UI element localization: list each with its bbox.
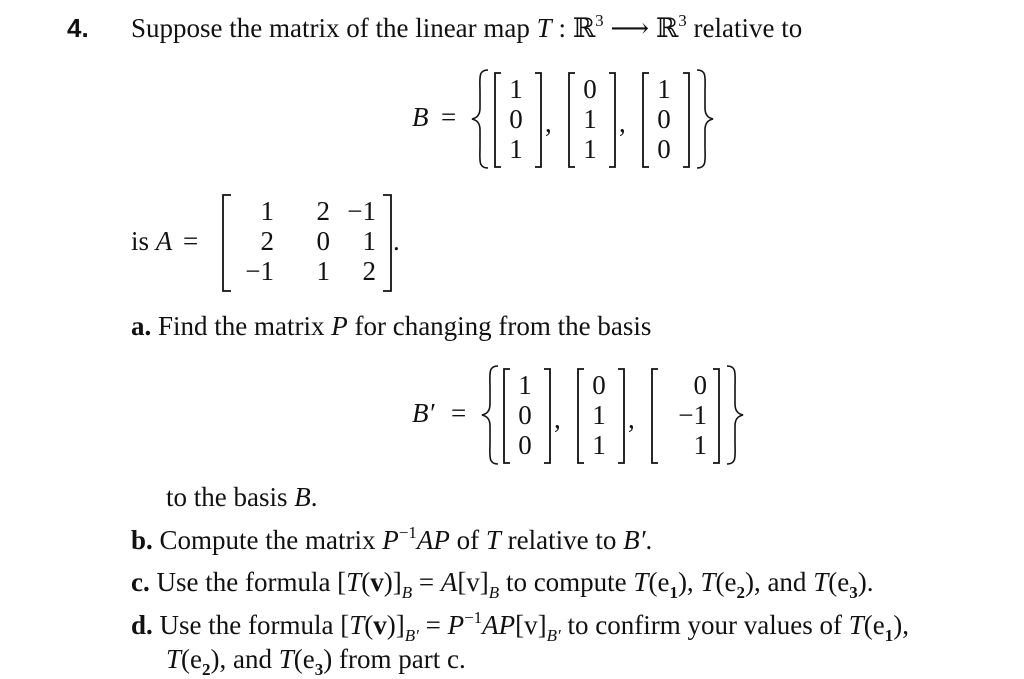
part-c-e2: (e [715,567,737,597]
matrix-entry: 0 [316,226,330,256]
part-a-tail [166,481,318,513]
vector-entry: 1 [592,400,606,430]
vector-entry: 0 [657,104,671,134]
part-c-letter: c. [131,567,150,597]
part-a-tail-period: . [310,482,318,512]
part-b-T: T [485,525,501,555]
left-brace-icon [480,364,502,466]
vector-entry: 0 [583,74,597,104]
vector-entry: 1 [518,370,532,400]
part-d-end: ) from part c. [323,644,466,674]
basis-b-label: B [412,102,429,132]
part-d-T2: T [166,644,182,674]
left-bracket-icon [651,368,659,464]
matrix-a-prefix [131,226,172,257]
vector-entry: 0 [657,134,671,164]
part-c-A: A [440,567,458,597]
basis-bprime-label: B′ [412,398,435,428]
matrix-entry: 1 [362,226,376,256]
vector-entry: 1 [583,134,597,164]
vector-entry: 1 [657,74,671,104]
part-c-Te3: T [813,567,829,597]
part-b-text3: relative to [500,525,624,555]
part-d-e3sub: 3 [314,660,324,679]
part-c-e1close: ), [677,567,701,597]
part-d-P: P [447,610,465,640]
right-brace-icon [693,68,715,170]
part-d-letter: d. [131,610,153,640]
part-d-Te1: T [848,610,864,640]
part-d-e1sub: 1 [884,626,894,645]
part-b-P: P [382,525,399,555]
right-bracket-icon [534,72,542,168]
part-c-text1: Use the formula [ [156,567,347,597]
vector-entry: 1 [592,430,606,460]
part-c-e1sub: 1 [669,583,678,602]
part-b-Bprime: B′ [623,525,646,555]
right-bracket-icon [382,194,392,292]
part-b [131,524,652,560]
vector-entry: 1 [509,74,523,104]
matrix-a-equals: = [183,226,199,256]
vector-entry: 1 [693,430,707,460]
part-b-AP: AP [416,525,450,555]
vector-entry: 0 [509,104,523,134]
part-d-T3: T [278,644,294,674]
part-c-subB: B [401,583,413,602]
part-a [131,310,651,342]
basis-b-comma: , [619,108,626,138]
part-d [131,609,909,645]
part-d-AP: AP [482,610,516,640]
vector-entry: −1 [678,400,707,430]
part-c-Te2: T [700,567,716,597]
matrix-entry: 1 [260,196,274,226]
part-b-letter: b. [131,525,153,555]
part-c-e3sub: 3 [849,583,858,602]
right-bracket-icon [543,368,551,464]
intro-exp1: 3 [595,11,604,30]
part-b-exp: −1 [398,523,417,542]
matrix-entry: 2 [260,226,274,256]
part-d-bracket-v: [v] [515,610,547,640]
part-c-e1: (e [648,567,670,597]
part-d-e2: (e [181,644,203,674]
vector-entry: 1 [509,134,523,164]
matrix-entry: −1 [245,256,274,286]
vector-entry: 0 [592,370,606,400]
problem-number: 4. [67,13,89,43]
intro-arrow: ⟶ ℝ [603,13,679,43]
part-d-line2 [166,643,466,679]
basis-b-comma: , [545,108,552,138]
intro-prefix: Suppose the matrix of the linear map [131,13,537,43]
intro-exp2: 3 [678,11,687,30]
part-c-e2sub: 2 [736,583,745,602]
matrix-a-period: . [393,226,400,256]
part-d-subBprime: B′ [404,626,419,645]
right-bracket-icon [712,368,720,464]
matrix-entry: 2 [316,196,330,226]
part-c-v: v [370,567,384,597]
vector-entry: 0 [518,430,532,460]
part-c-text2: to compute [499,567,634,597]
part-a-tail-B: B [294,482,311,512]
part-c-close: )] [383,567,402,597]
matrix-a-label: A [155,226,173,256]
part-c-e2close: ), and [744,567,814,597]
basis-bprime-comma: , [554,404,561,434]
part-a-tail-text: to the basis [166,482,295,512]
part-c [131,566,873,602]
matrix-a-is: is [131,226,156,256]
part-c-e3close: ). [857,567,874,597]
intro-map: : ℝ [551,13,596,43]
basis-b-equals: = [441,102,457,132]
intro-suffix: relative to [686,13,803,43]
problem-intro [131,12,802,48]
part-a-text-suffix: for changing from the basis [347,311,652,341]
part-a-text-prefix: Find the matrix [158,311,332,341]
part-c-T: T [346,567,362,597]
right-bracket-icon [617,368,625,464]
part-d-subBprime2: B′ [546,626,561,645]
left-brace-icon [470,68,492,170]
part-c-eq: = [412,567,441,597]
part-d-e3: (e [293,644,315,674]
part-c-subB2: B [488,583,500,602]
vector-entry: 0 [518,400,532,430]
part-c-open: ( [361,567,371,597]
part-d-v: v [373,610,387,640]
part-a-P: P [331,311,348,341]
part-d-text1: Use the formula [ [159,610,350,640]
part-d-open: ( [364,610,374,640]
part-a-letter: a. [131,311,152,341]
part-d-text2: to confirm your values of [560,610,849,640]
part-b-text2: of [449,525,486,555]
part-d-e1: (e [863,610,885,640]
right-bracket-icon [682,72,690,168]
basis-bprime-comma: , [628,404,635,434]
part-d-e2sub: 2 [202,660,211,679]
matrix-entry: −1 [347,196,376,226]
part-d-exp: −1 [464,608,483,627]
matrix-entry: 2 [362,256,376,286]
part-c-Te1: T [633,567,649,597]
right-brace-icon [723,364,745,466]
vector-entry: 1 [583,104,597,134]
part-d-mid: ), and [210,644,279,674]
part-c-bracket-v: [v] [457,567,489,597]
basis-bprime-equals: = [451,398,467,428]
part-b-text1: Compute the matrix [159,525,383,555]
part-d-e1close: ), [893,610,909,640]
part-c-e3: (e [828,567,850,597]
vector-entry: 0 [693,370,707,400]
part-d-eq: = [418,610,448,640]
intro-T: T [536,13,552,43]
part-b-period: . [645,525,653,555]
part-d-close: )] [386,610,405,640]
part-d-T: T [349,610,365,640]
matrix-entry: 1 [316,256,330,286]
right-bracket-icon [608,72,616,168]
